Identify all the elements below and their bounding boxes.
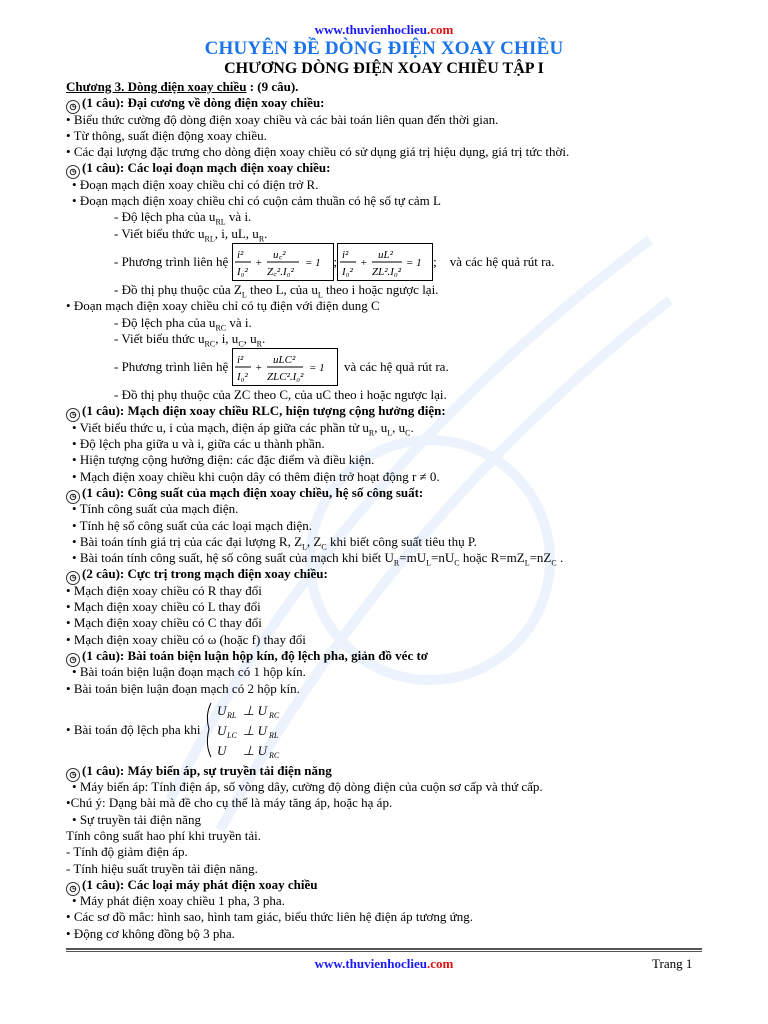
list-item: - Viết biểu thức $u_{RC}$, i, $u_C$, $u_R$.: [114, 330, 266, 349]
svg-text:Z꜀².I₀²: Z꜀².I₀²: [266, 265, 294, 278]
section-heading: ◷ (1 câu): Máy biến áp, sự truyền tải điện năng: [66, 763, 706, 779]
svg-text:⊥ U: ⊥ U: [242, 722, 267, 738]
formula-box: [232, 243, 334, 281]
list-item: - Tính hiệu suất truyền tải điện năng.: [66, 860, 258, 876]
svg-text:= 1: = 1: [304, 256, 321, 269]
footer-url[interactable]: www.thuvienhoclieu.com: [314, 956, 454, 971]
page-number: Trang 1: [652, 956, 693, 971]
list-item: • Mạch điện xoay chiều có L thay đổi: [66, 599, 261, 615]
list-item: •Chú ý: Dạng bài mà đề cho cụ thể là máy tăng áp, hoặc hạ áp.: [66, 795, 393, 811]
list-item: • Động cơ không đồng bộ 3 pha.: [66, 925, 235, 941]
list-item: - Tính độ giảm điện áp.: [66, 844, 188, 860]
list-item: • Bài toán biện luận đoạn mạch có 2 hộp kín.: [66, 680, 300, 696]
section-heading: ◷ (1 câu): Đại cương về dòng điện xoay chiều:: [66, 95, 706, 111]
section-heading: ◷ (1 câu): Các loại đoạn mạch điện xoay chiều:: [66, 160, 706, 176]
list-item: - Viết biểu thức $u_{RL}$, i, uL, $u_R$.: [114, 225, 268, 244]
list-item: • Máy biến áp: Tính điện áp, số vòng dây, cường độ dòng điện của cuộn sơ cấp và thứ cấp.: [72, 779, 543, 795]
svg-text:i²: i²: [342, 248, 349, 261]
svg-text:RL: RL: [268, 730, 278, 740]
svg-text:I₀²: I₀²: [342, 265, 353, 278]
formula-box: [337, 243, 433, 281]
list-item: • Các sơ đồ mắc: hình sao, hình tam giác, biểu thức liên hệ điện áp tương ứng.: [66, 909, 473, 925]
list-item: • Đoạn mạch điện xoay chiều chỉ có tụ điện với điện dung C: [66, 298, 380, 314]
list-item: • Đoạn mạch điện xoay chiều chỉ có điện trở R.: [72, 176, 319, 192]
vector-conditions: [203, 699, 293, 761]
list-item: • Độ lệch pha giữa u và i, giữa các u thành phần.: [72, 436, 325, 452]
clock-icon: ◷: [66, 571, 80, 585]
svg-text:ZL².I₀²: ZL².I₀²: [372, 265, 402, 278]
svg-text:LC: LC: [226, 730, 237, 740]
svg-text:RC: RC: [268, 710, 279, 720]
page-subtitle: CHƯƠNG DÒNG ĐIỆN XOAY CHIỀU TẬP I: [224, 60, 544, 77]
chapter-heading: Chương 3. Dòng điện xoay chiều : (9 câu).: [66, 79, 299, 94]
svg-text:= 1: = 1: [406, 256, 422, 269]
list-item: • Đoạn mạch điện xoay chiều chỉ có cuộn cảm thuần có hệ số tự cảm L: [72, 193, 441, 209]
list-item: • Tính công suất của mạch điện.: [72, 501, 239, 517]
svg-text:i²: i²: [236, 248, 243, 261]
list-item: • Bài toán tính giá trị của các đại lượng R, $Z_L$, $Z_C$ khi biết công suất tiêu thụ P.: [72, 533, 477, 552]
section-heading: ◷ (1 câu): Công suất của mạch điện xoay chiều, hệ số công suất:: [66, 485, 706, 501]
svg-text:+: +: [254, 256, 262, 269]
list-item: Tính công suất hao phí khi truyền tải.: [66, 827, 261, 843]
footer-divider: [66, 951, 702, 952]
svg-text:U: U: [216, 722, 226, 738]
formula-box: [232, 348, 338, 386]
svg-text:i²: i²: [236, 354, 243, 367]
list-item: • Bài toán độ lệch pha khi U RL ⊥ U RC U LC ⊥ U RL U ⊥ U RC: [66, 697, 706, 763]
svg-text:+: +: [360, 256, 368, 269]
list-item: • Máy phát điện xoay chiều 1 pha, 3 pha.: [72, 893, 285, 909]
svg-text:U: U: [216, 742, 226, 758]
list-item: • Viết biểu thức u, i của mạch, điện áp giữa các phần tử $u_R$, $u_L$, $u_C$.: [72, 419, 414, 438]
list-item: - Đồ thị phụ thuộc của ZC theo C, của uC theo i hoặc ngược lại.: [114, 387, 447, 403]
document-body: [66, 79, 706, 942]
footer-divider: [66, 948, 702, 950]
section-heading: ◷ (1 câu): Mạch điện xoay chiều RLC, hiện tượng cộng hưởng điện:: [66, 403, 706, 419]
list-item: • Từ thông, suất điện động xoay chiều.: [66, 127, 267, 143]
svg-text:= 1: = 1: [308, 362, 325, 375]
list-item: • Các đại lượng đặc trưng cho dòng điện xoay chiều có sử dụng giá trị hiệu dụng, giá trị tức thời.: [66, 144, 570, 160]
list-item: • Mạch điện xoay chiều có R thay đổi: [66, 582, 262, 598]
svg-text:+: +: [254, 362, 262, 375]
section-heading: ◷ (1 câu): Bài toán biện luận hộp kín, độ lệch pha, giản đồ véc tơ: [66, 648, 706, 664]
clock-icon: ◷: [66, 882, 80, 896]
svg-text:RL: RL: [226, 710, 236, 720]
formula-row: - Phương trình liên hệ i² I₀² + uLC² ZLC².I₀² = 1 và các hệ quả rút ra.: [66, 347, 706, 387]
clock-icon: ◷: [66, 653, 80, 667]
clock-icon: ◷: [66, 490, 80, 504]
section-heading: ◷ (2 câu): Cực trị trong mạch điện xoay chiều:: [66, 566, 706, 582]
list-item: • Bài toán tính công suất, hệ số công suất của mạch khi biết $U_R=mU_L=nU_C$ hoặc $R=mZ_L=nZ_C$ .: [72, 550, 564, 568]
formula-row: - Phương trình liên hệ i² I₀² + u꜀² Z꜀².I₀² = 1 ; i² I₀² + uL² ZL².I₀² = 1 ; và các hệ quả rút ra.: [66, 242, 706, 282]
svg-text:uLC²: uLC²: [272, 354, 295, 367]
list-item: - Độ lệch pha của $u_{RL}$ và i.: [114, 209, 252, 227]
svg-text:⊥ U: ⊥ U: [242, 742, 267, 758]
clock-icon: ◷: [66, 165, 80, 179]
list-item: • Bài toán biện luận đoạn mạch có 1 hộp kín.: [72, 664, 306, 680]
svg-text:U: U: [216, 702, 226, 718]
list-item: • Sự truyền tải điện năng: [72, 811, 201, 827]
list-item: - Đồ thị phụ thuộc của $Z_L$ theo L, của $u_L$ theo i hoặc ngược lại.: [114, 281, 439, 300]
svg-text:RC: RC: [268, 750, 279, 760]
page-title: CHUYÊN ĐỀ DÒNG ĐIỆN XOAY CHIỀU: [204, 38, 564, 59]
svg-text:uL²: uL²: [378, 248, 394, 261]
clock-icon: ◷: [66, 768, 80, 782]
svg-text:I₀²: I₀²: [236, 371, 248, 384]
list-item: • Mạch điện xoay chiều có C thay đổi: [66, 615, 262, 631]
svg-text:ZLC².I₀²: ZLC².I₀²: [266, 371, 303, 384]
clock-icon: ◷: [66, 408, 80, 422]
list-item: • Biểu thức cường độ dòng điện xoay chiều và các bài toán liên quan đến thời gian.: [66, 111, 499, 127]
header-url[interactable]: www.thuvienhoclieu.com: [314, 22, 454, 37]
list-item: • Mạch điện xoay chiều có ω (hoặc f) thay đổi: [66, 631, 306, 647]
list-item: • Tính hệ số công suất của các loại mạch điện.: [72, 517, 313, 533]
svg-text:u꜀²: u꜀²: [272, 248, 286, 261]
svg-text:⊥ U: ⊥ U: [242, 702, 267, 718]
list-item: - Độ lệch pha của $u_{RC}$ và i.: [114, 314, 252, 333]
list-item: • Mạch điện xoay chiều khi cuộn dây có thêm điện trở hoạt động r ≠ 0.: [72, 468, 440, 484]
section-heading: ◷ (1 câu): Các loại máy phát điện xoay chiều: [66, 877, 706, 893]
list-item: • Hiện tượng cộng hưởng điện: các đặc điểm và điều kiện.: [72, 452, 375, 468]
clock-icon: ◷: [66, 100, 80, 114]
svg-text:I₀²: I₀²: [236, 265, 248, 278]
